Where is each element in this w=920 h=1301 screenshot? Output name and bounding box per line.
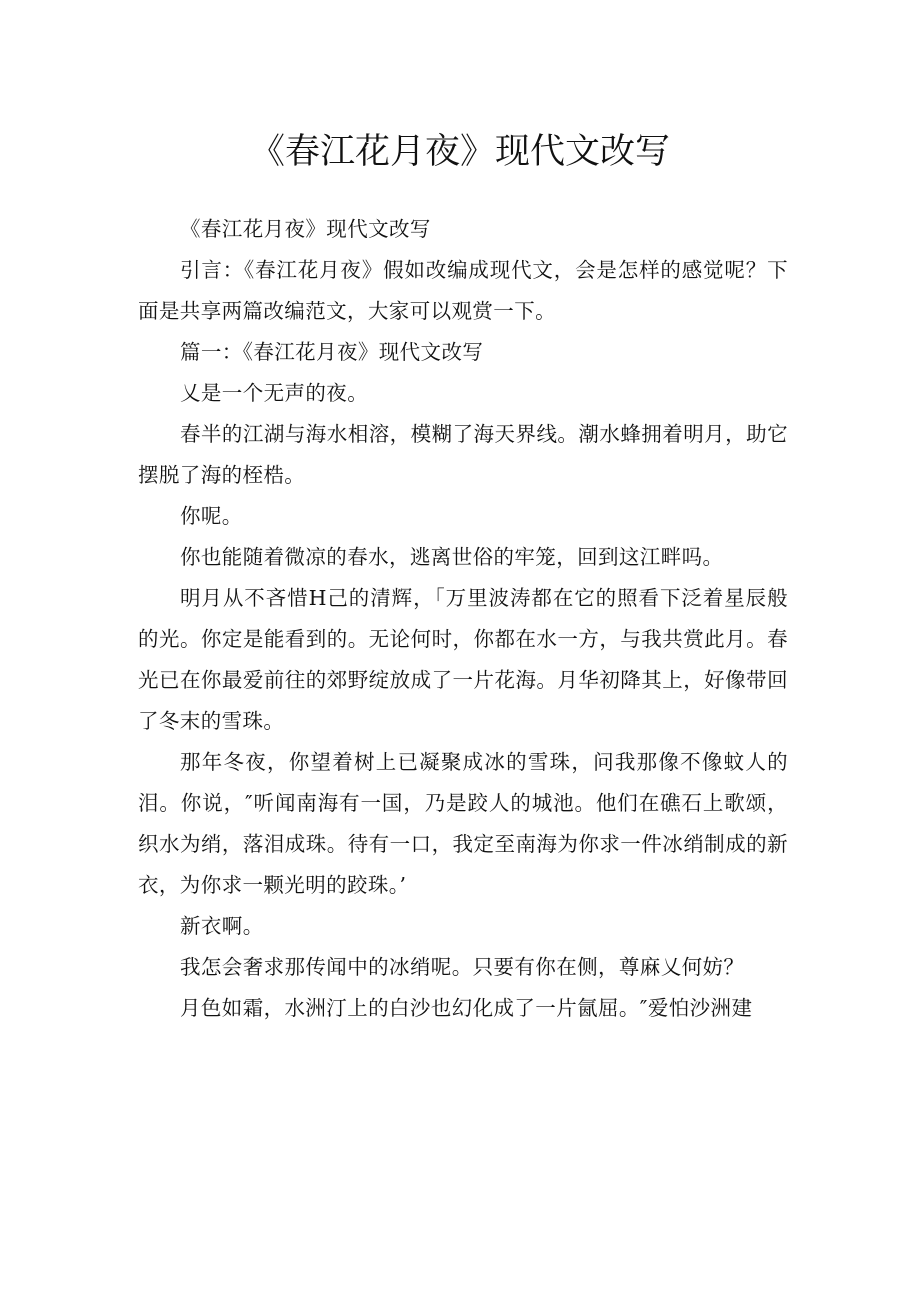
paragraph-section-heading: 篇一：《春江花月夜》现代文改写 (180, 340, 484, 364)
paragraph: 你呢。 (180, 504, 243, 528)
paragraph: 新衣啊。 (180, 914, 264, 938)
paragraph: 我怎会奢求那传闻中的冰绡呢。只要有你在侧，尊麻乂何妨？ (180, 955, 745, 979)
document-title: 《春江花月夜》现代文改写 (249, 132, 670, 172)
paragraph-intro: 引言：《春江花月夜》假如改编成现代文，会是怎样的感觉呢？下面是共享两篇改编范文，大家可以观赏一下。 (138, 258, 788, 323)
document-body (138, 209, 788, 1029)
paragraph-subtitle: 《春江花月夜》现代文改写 (180, 217, 431, 241)
paragraph: 乂是一个无声的夜。 (180, 381, 369, 405)
paragraph: 春半的江湖与海水相溶，模糊了海天界线。潮水蜂拥着明月，助它摆脱了海的桎梏。 (138, 422, 788, 487)
paragraph: 月色如霜，水洲汀上的白沙也幻化成了一片氤屈。″爱怕沙洲建 (180, 996, 753, 1020)
paragraph: 那年冬夜，你望着树上已凝聚成冰的雪珠，问我那像不像蚊人的泪。你说，″听闻南海有一国，乃是跤人的城池。他们在礁石上歌颂，织水为绡，落泪成珠。待有一口，我定至南海为你求一件冰绡制成的新衣，为你求一颗光明的跤珠。’ (138, 750, 788, 897)
paragraph: 明月从不吝惜H己的清辉，「万里波涛都在它的照看下泛着星辰般的光。你定是能看到的。无论何时，你都在水一方，与我共赏此月。春光已在你最爱前往的郊野绽放成了一片花海。月华初降其上，好像带回了冬末的雪珠。 (138, 586, 788, 733)
paragraph: 你也能随着微凉的春水，逃离世俗的牢笼，回到这江畔吗。 (180, 545, 724, 569)
